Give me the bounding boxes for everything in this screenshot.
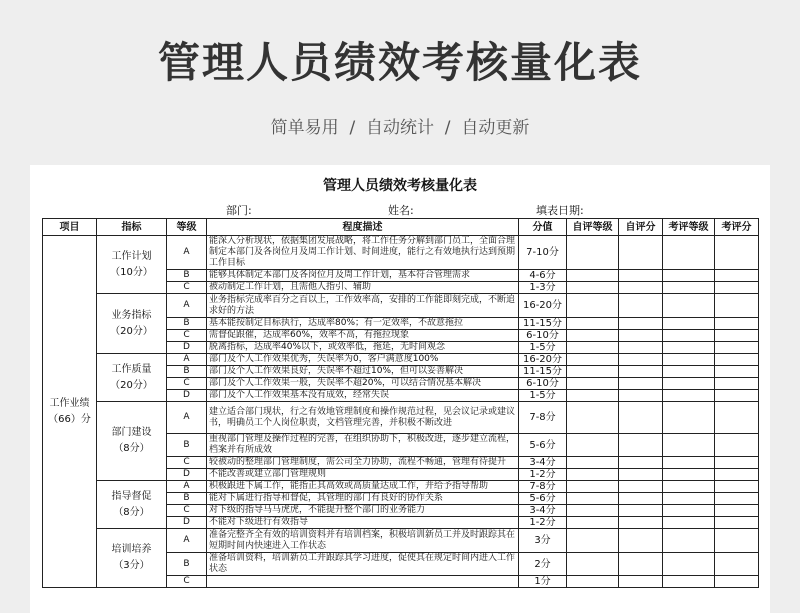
review-grade-cell[interactable] <box>663 469 715 481</box>
review-grade-cell[interactable] <box>663 366 715 378</box>
grade-cell: A <box>167 236 207 270</box>
description-cell: 较被动的整理部门管理制度，需公司全力协助，流程不畅通，管理有待提升 <box>207 457 519 469</box>
review-grade-cell[interactable] <box>663 505 715 517</box>
review-score-cell[interactable] <box>715 390 759 402</box>
score-cell: 11-15分 <box>519 366 567 378</box>
review-grade-cell[interactable] <box>663 294 715 318</box>
review-grade-cell[interactable] <box>663 517 715 529</box>
score-cell: 11-15分 <box>519 318 567 330</box>
self-grade-cell[interactable] <box>567 505 619 517</box>
score-cell: 7-10分 <box>519 236 567 270</box>
score-cell: 7-8分 <box>519 402 567 434</box>
project-points: （66）分 <box>48 413 91 425</box>
grade-cell: B <box>167 366 207 378</box>
score-cell: 4-6分 <box>519 270 567 282</box>
score-cell: 6-10分 <box>519 378 567 390</box>
indicator-name: 指导督促 <box>111 490 152 502</box>
description-cell: 能深入分析现状，依据集团发展战略，将工作任务分解到部门员工，全面合理制定本部门及各岗位月及周工作计划、时间进度，能行之有效地执行达到预期工作目标 <box>207 236 519 270</box>
description-cell: 建立适合部门现状，行之有效地管理制度和操作规范过程，见会议记录或建议书，明确员工个人岗位职责，文档管理完善，并积极不断改进 <box>207 402 519 434</box>
review-score-cell[interactable] <box>715 553 759 576</box>
indicator-name: 工作计划 <box>111 250 152 262</box>
description-cell: 能对下属进行指导和督促，其管理的部门有良好的协作关系 <box>207 493 519 505</box>
review-grade-cell[interactable] <box>663 529 715 553</box>
score-cell: 1-2分 <box>519 517 567 529</box>
review-score-cell[interactable] <box>715 529 759 553</box>
review-score-cell[interactable] <box>715 342 759 354</box>
description-cell: 部门及个人工作效果优秀，失误率为0，客户满意度100% <box>207 354 519 366</box>
indicator-name: 培训培养 <box>111 544 152 555</box>
banner-subtitle: 简单易用 / 自动统计 / 自动更新 <box>270 118 530 138</box>
self-score-cell[interactable] <box>619 354 663 366</box>
self-score-cell[interactable] <box>619 481 663 493</box>
grade-cell: A <box>167 529 207 553</box>
self-grade-cell[interactable] <box>567 282 619 294</box>
self-score-cell[interactable] <box>619 236 663 270</box>
self-grade-cell[interactable] <box>567 402 619 434</box>
review-grade-cell[interactable] <box>663 354 715 366</box>
self-score-cell[interactable] <box>619 366 663 378</box>
score-cell: 16-20分 <box>519 354 567 366</box>
self-grade-cell[interactable] <box>567 342 619 354</box>
col-header: 考评等级 <box>663 219 715 236</box>
grade-cell: D <box>167 342 207 354</box>
description-cell: 准备完整齐全有效的培训资料并有培训档案，积极培训新员工并及时跟踪其在短期时间内快速进入工作状态 <box>207 529 519 553</box>
header-row <box>43 219 759 236</box>
self-score-cell[interactable] <box>619 434 663 457</box>
review-score-cell[interactable] <box>715 282 759 294</box>
indicator-points: （8分） <box>113 443 150 454</box>
col-header: 程度描述 <box>207 219 519 236</box>
description-cell: 业务指标完成率百分之百以上，工作效率高，安排的工作能即刻完成，不断追求好的方法 <box>207 294 519 318</box>
self-score-cell[interactable] <box>619 576 663 588</box>
self-grade-cell[interactable] <box>567 378 619 390</box>
date-label: 填表日期: <box>536 204 584 217</box>
review-grade-cell[interactable] <box>663 434 715 457</box>
review-grade-cell[interactable] <box>663 390 715 402</box>
score-cell: 1-3分 <box>519 282 567 294</box>
table-row <box>43 481 759 493</box>
self-score-cell[interactable] <box>619 493 663 505</box>
review-grade-cell[interactable] <box>663 576 715 588</box>
indicator-cell <box>97 481 167 529</box>
self-grade-cell[interactable] <box>567 354 619 366</box>
review-score-cell[interactable] <box>715 517 759 529</box>
indicator-cell <box>97 354 167 402</box>
review-grade-cell[interactable] <box>663 282 715 294</box>
col-header: 自评分 <box>619 219 663 236</box>
description-cell: 脱离指标，达成率40%以下，或效率低，拖延，无时间观念 <box>207 342 519 354</box>
self-score-cell[interactable] <box>619 270 663 282</box>
review-grade-cell[interactable] <box>663 402 715 434</box>
review-grade-cell[interactable] <box>663 481 715 493</box>
self-grade-cell[interactable] <box>567 469 619 481</box>
description-cell: 被动制定工作计划，且需他人指引、辅助 <box>207 282 519 294</box>
indicator-cell <box>97 294 167 354</box>
description-cell: 需督促跟催，达成率60%，效率不高，有拖拉现象 <box>207 330 519 342</box>
self-score-cell[interactable] <box>619 505 663 517</box>
table-body <box>43 236 759 588</box>
self-grade-cell[interactable] <box>567 481 619 493</box>
self-grade-cell[interactable] <box>567 493 619 505</box>
table-row <box>43 529 759 553</box>
self-score-cell[interactable] <box>619 517 663 529</box>
self-grade-cell[interactable] <box>567 318 619 330</box>
grade-cell: B <box>167 318 207 330</box>
grade-cell: D <box>167 469 207 481</box>
col-header: 考评分 <box>715 219 759 236</box>
self-grade-cell[interactable] <box>567 390 619 402</box>
self-score-cell[interactable] <box>619 402 663 434</box>
project-cell <box>43 236 97 588</box>
description-cell: 不能改善或建立部门管理规则 <box>207 469 519 481</box>
indicator-name: 工作质量 <box>111 363 152 375</box>
review-score-cell[interactable] <box>715 236 759 270</box>
review-grade-cell[interactable] <box>663 236 715 270</box>
name-label: 姓名: <box>388 204 414 217</box>
indicator-points: （20分） <box>110 379 153 391</box>
table-row <box>43 236 759 270</box>
review-score-cell[interactable] <box>715 354 759 366</box>
review-grade-cell[interactable] <box>663 330 715 342</box>
sheet-title: 管理人员绩效考核量化表 <box>323 178 477 194</box>
score-cell: 1-5分 <box>519 390 567 402</box>
self-grade-cell[interactable] <box>567 330 619 342</box>
review-score-cell[interactable] <box>715 330 759 342</box>
review-score-cell[interactable] <box>715 294 759 318</box>
score-cell: 7-8分 <box>519 481 567 493</box>
self-score-cell[interactable] <box>619 342 663 354</box>
indicator-points: （10分） <box>110 266 153 278</box>
description-cell: 不能对下级进行有效指导 <box>207 517 519 529</box>
grade-cell: D <box>167 390 207 402</box>
description-cell: 对下级的指导马马虎虎，不能提升整个部门的业务能力 <box>207 505 519 517</box>
review-score-cell[interactable] <box>715 434 759 457</box>
table-row <box>43 354 759 366</box>
col-header: 等级 <box>167 219 207 236</box>
self-grade-cell[interactable] <box>567 236 619 270</box>
self-score-cell[interactable] <box>619 553 663 576</box>
dept-label: 部门: <box>226 204 252 217</box>
col-header: 分值 <box>519 219 567 236</box>
grade-cell: C <box>167 457 207 469</box>
description-cell <box>207 576 519 588</box>
score-cell: 1-2分 <box>519 469 567 481</box>
self-score-cell[interactable] <box>619 378 663 390</box>
review-score-cell[interactable] <box>715 457 759 469</box>
self-grade-cell[interactable] <box>567 576 619 588</box>
review-grade-cell[interactable] <box>663 378 715 390</box>
review-score-cell[interactable] <box>715 270 759 282</box>
review-score-cell[interactable] <box>715 481 759 493</box>
description-cell: 基本能按制定目标执行，达成率80%；有一定效率，不故意拖拉 <box>207 318 519 330</box>
self-grade-cell[interactable] <box>567 294 619 318</box>
review-grade-cell[interactable] <box>663 493 715 505</box>
indicator-cell <box>97 402 167 481</box>
table-row <box>43 402 759 434</box>
table-row <box>43 294 759 318</box>
review-grade-cell[interactable] <box>663 270 715 282</box>
review-score-cell[interactable] <box>715 505 759 517</box>
score-cell: 3-4分 <box>519 505 567 517</box>
score-cell: 3-4分 <box>519 457 567 469</box>
score-cell: 16-20分 <box>519 294 567 318</box>
indicator-name: 部门建设 <box>111 427 152 438</box>
document-sheet <box>30 165 770 613</box>
review-grade-cell[interactable] <box>663 342 715 354</box>
review-score-cell[interactable] <box>715 576 759 588</box>
review-score-cell[interactable] <box>715 378 759 390</box>
grade-cell: A <box>167 354 207 366</box>
review-grade-cell[interactable] <box>663 553 715 576</box>
review-score-cell[interactable] <box>715 366 759 378</box>
col-header: 指标 <box>97 219 167 236</box>
grade-cell: B <box>167 270 207 282</box>
review-grade-cell[interactable] <box>663 318 715 330</box>
score-cell: 2分 <box>519 553 567 576</box>
description-cell: 能够具体制定本部门及各岗位月及周工作计划，基本符合管理需求 <box>207 270 519 282</box>
indicator-points: （20分） <box>110 325 153 337</box>
self-grade-cell[interactable] <box>567 517 619 529</box>
grade-cell: B <box>167 553 207 576</box>
review-score-cell[interactable] <box>715 469 759 481</box>
self-score-cell[interactable] <box>619 390 663 402</box>
project-name: 工作业绩 <box>49 397 90 409</box>
indicator-cell <box>97 236 167 294</box>
score-cell: 1-5分 <box>519 342 567 354</box>
grade-cell: C <box>167 282 207 294</box>
self-grade-cell[interactable] <box>567 434 619 457</box>
self-grade-cell[interactable] <box>567 270 619 282</box>
indicator-name: 业务指标 <box>111 309 152 321</box>
review-score-cell[interactable] <box>715 493 759 505</box>
self-score-cell[interactable] <box>619 457 663 469</box>
self-score-cell[interactable] <box>619 294 663 318</box>
self-score-cell[interactable] <box>619 318 663 330</box>
banner-title: 管理人员绩效考核量化表 <box>157 38 642 87</box>
grade-cell: C <box>167 576 207 588</box>
score-cell: 5-6分 <box>519 434 567 457</box>
indicator-cell <box>97 529 167 588</box>
grade-cell: A <box>167 481 207 493</box>
col-header: 自评等级 <box>567 219 619 236</box>
self-grade-cell[interactable] <box>567 529 619 553</box>
indicator-points: （3分） <box>113 560 150 571</box>
grade-cell: A <box>167 294 207 318</box>
description-cell: 部门及个人工作效果基本没有成效，经常失误 <box>207 390 519 402</box>
score-cell: 1分 <box>519 576 567 588</box>
description-cell: 部门及个人工作效果一般，失误率不超20%，可以结合情况基本解决 <box>207 378 519 390</box>
description-cell: 部门及个人工作效果良好，失误率不超过10%，但可以妥善解决 <box>207 366 519 378</box>
grade-cell: C <box>167 378 207 390</box>
grade-cell: C <box>167 330 207 342</box>
assessment-table <box>42 218 759 588</box>
col-header: 项目 <box>43 219 97 236</box>
self-grade-cell[interactable] <box>567 366 619 378</box>
review-score-cell[interactable] <box>715 318 759 330</box>
review-score-cell[interactable] <box>715 402 759 434</box>
score-cell: 5-6分 <box>519 493 567 505</box>
grade-cell: A <box>167 402 207 434</box>
score-cell: 6-10分 <box>519 330 567 342</box>
self-score-cell[interactable] <box>619 330 663 342</box>
description-cell: 积极跟进下属工作，能指正其高效或高质量达成工作，并给予指导帮助 <box>207 481 519 493</box>
description-cell: 重视部门管理及操作过程的完善，在组织协助下，积极改进，逐步建立流程，档案并有所成效 <box>207 434 519 457</box>
self-score-cell[interactable] <box>619 469 663 481</box>
self-score-cell[interactable] <box>619 282 663 294</box>
grade-cell: D <box>167 517 207 529</box>
grade-cell: B <box>167 493 207 505</box>
self-grade-cell[interactable] <box>567 457 619 469</box>
score-cell: 3分 <box>519 529 567 553</box>
description-cell: 准备培训资料，培训新员工并跟踪其学习进度，促使其在规定时间内进入工作状态 <box>207 553 519 576</box>
self-grade-cell[interactable] <box>567 553 619 576</box>
self-score-cell[interactable] <box>619 529 663 553</box>
grade-cell: B <box>167 434 207 457</box>
grade-cell: C <box>167 505 207 517</box>
indicator-points: （8分） <box>113 506 150 518</box>
review-grade-cell[interactable] <box>663 457 715 469</box>
